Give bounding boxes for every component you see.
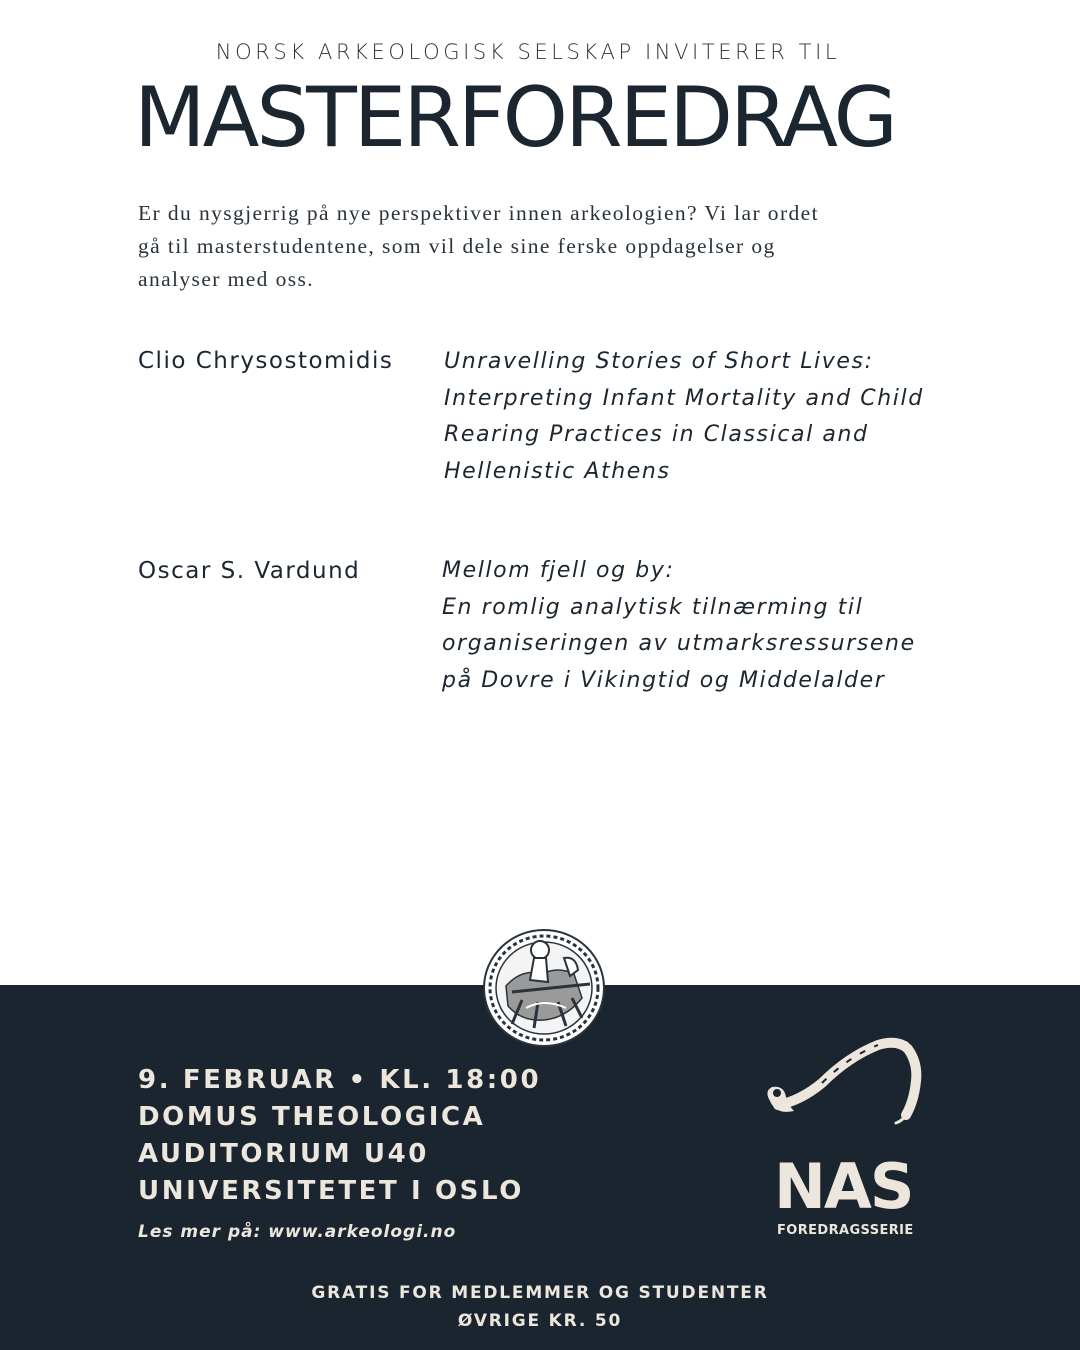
brand-name: NAS <box>774 1150 913 1223</box>
talk-title-line: organiseringen av utmarksressursene <box>442 631 916 656</box>
lur-horn-icon <box>760 1035 930 1125</box>
speaker-name: Oscar S. Vardund <box>138 558 361 584</box>
talk-title <box>442 553 962 699</box>
talk-title-line: Mellom fjell og by: <box>442 558 675 583</box>
price-info-other: ØVRIGE KR. 50 <box>457 1311 623 1331</box>
intro-line: gå til masterstudentene, som vil dele sine ferske oppdagelser og <box>138 234 776 258</box>
talk-title-line: Hellenistic Athens <box>444 458 671 484</box>
talk-title-line: Rearing Practices in Classical and <box>444 422 869 447</box>
event-venue: DOMUS THEOLOGICA <box>138 1102 486 1132</box>
speaker-name: Clio Chrysostomidis <box>138 348 394 374</box>
event-date-time: 9. FEBRUAR • KL. 18:00 <box>138 1065 542 1095</box>
talk-title-line: Unravelling Stories of Short Lives: <box>444 349 874 374</box>
header-kicker: NORSK ARKEOLOGISK SELSKAP INVITERER TIL <box>215 40 841 64</box>
price-info: GRATIS FOR MEDLEMMER OG STUDENTER <box>311 1283 769 1303</box>
talk-title-line: på Dovre i Vikingtid og Middelalder <box>442 667 886 693</box>
intro-text <box>138 197 948 296</box>
talk-title-line: En romlig analytisk tilnærming til <box>442 594 864 620</box>
horse-rider-seal-icon <box>482 928 606 1048</box>
read-more-link[interactable]: Les mer på: www.arkeologi.no <box>138 1222 457 1242</box>
intro-line: analyser med oss. <box>138 267 315 291</box>
event-institution: UNIVERSITETET I OSLO <box>138 1176 524 1206</box>
talk-title-line: Interpreting Infant Mortality and Child <box>444 385 924 411</box>
event-room: AUDITORIUM U40 <box>138 1139 429 1169</box>
page-title: MASTERFOREDRAG <box>134 69 895 166</box>
talk-title <box>444 344 964 490</box>
intro-line: Er du nysgjerrig på nye perspektiver innen arkeologien? Vi lar ordet <box>138 201 819 225</box>
brand-subtitle: FOREDRAGSSERIE <box>777 1223 914 1238</box>
event-details <box>138 1062 541 1210</box>
